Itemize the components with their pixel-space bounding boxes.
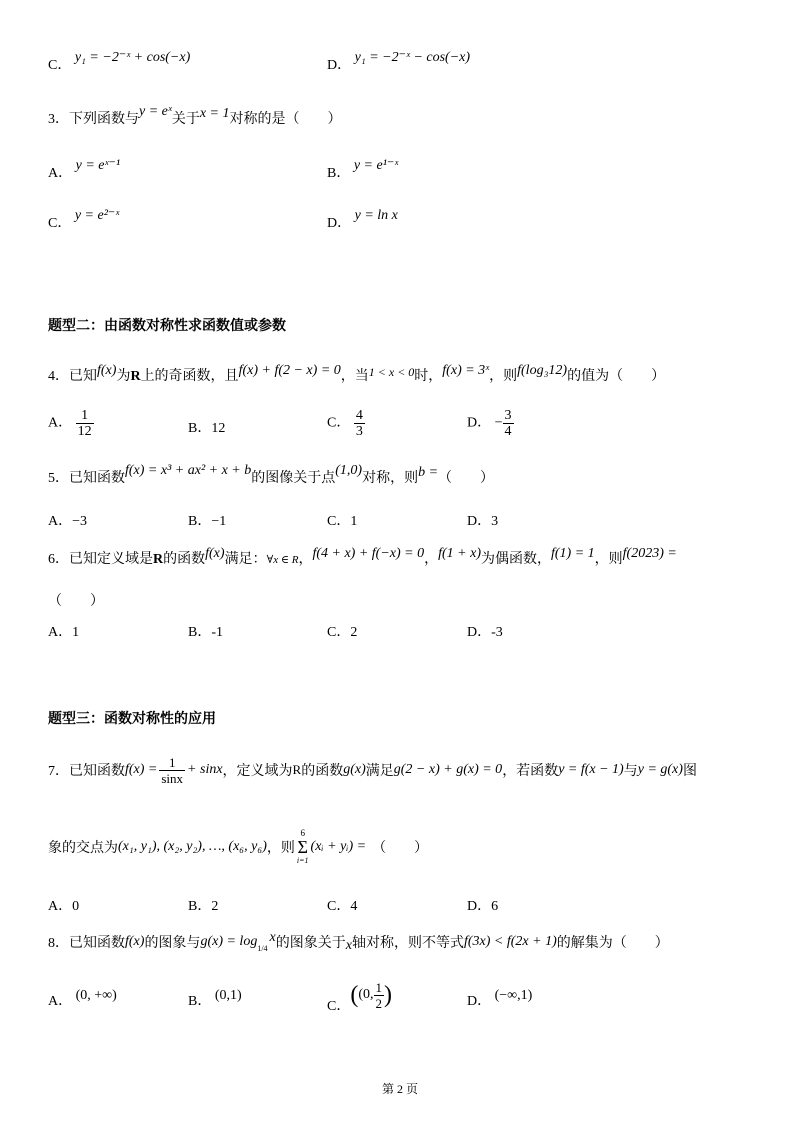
stem-math: R [153, 552, 164, 567]
paren-right: ) [384, 981, 393, 1008]
q5-option-a[interactable] [48, 510, 87, 530]
option-label: C． [327, 514, 351, 529]
question-3-stem [48, 104, 342, 128]
stem-math: (xᵢ + yᵢ) = [310, 839, 367, 854]
q5-option-d[interactable] [467, 510, 498, 530]
option-label: D． [467, 415, 492, 431]
stem-text: 上的奇函数，且 [140, 369, 239, 384]
q8-option-b[interactable] [188, 990, 242, 1010]
question-7-stem [48, 750, 697, 790]
minus-sign: − [494, 415, 503, 431]
stem-math: y = eˣ [139, 104, 172, 119]
stem-text: 为 [116, 369, 131, 384]
stem-math: g(x) [343, 762, 366, 777]
option-label: B． [188, 421, 212, 436]
q3-option-c[interactable] [48, 208, 120, 232]
stem-math: ∀x ∈ R [266, 554, 299, 566]
option-label: B． [188, 514, 212, 529]
stem-math: f(x) = 3ˣ [442, 363, 490, 378]
option-expression: (0,1) [214, 988, 242, 1003]
stem-text: 的函数 [163, 552, 206, 567]
q6-option-d[interactable] [467, 621, 503, 641]
stem-math: y = g(x) [637, 762, 683, 777]
stem-math: + sinx [187, 762, 223, 777]
fraction: $\frac{1}{\sin x}$ [161, 754, 184, 786]
stem-text: 的图象关于 [275, 936, 346, 951]
stem-text: 对称的是（ ） [229, 112, 342, 127]
stem-text: 为偶函数， [480, 552, 551, 567]
stem-math: f(1) = 1 [550, 546, 595, 561]
option-expression: 2 [211, 899, 219, 914]
option-expression: 6 [491, 899, 499, 914]
option-label: C． [327, 899, 351, 914]
stem-text: 图 [682, 764, 697, 779]
stem-math: R [130, 369, 141, 384]
option-label: C． [48, 58, 72, 73]
option-label: A． [48, 514, 73, 529]
option-expression: y₁ = −2⁻ˣ − cos(−x) [354, 50, 471, 65]
option-expression: y = e²⁻ˣ [74, 208, 120, 223]
stem-math: f(x) + f(2 − x) = 0 [238, 363, 341, 378]
stem-text: ，则 [266, 841, 295, 856]
option-label: D． [327, 58, 352, 73]
q5-option-c[interactable] [327, 510, 357, 530]
stem-math: f(2023) = [622, 546, 677, 561]
option-expression: (0, +∞) [75, 988, 117, 1003]
q4-option-c[interactable] [327, 408, 365, 439]
q4-option-a[interactable] [48, 408, 94, 439]
section-title: 题型三：函数对称性的应用 [48, 710, 216, 726]
stem-math: y = f(x − 1) [558, 762, 624, 777]
question-8-stem [48, 924, 669, 960]
option-expression: y₁ = −2⁻ˣ + cos(−x) [74, 50, 191, 65]
stem-math: R [292, 762, 302, 777]
option-expression: y = e¹⁻ˣ [353, 158, 399, 173]
stem-math: f(x) = x³ + ax² + x + b [125, 463, 252, 478]
section-title: 题型二：由函数对称性求函数值或参数 [48, 317, 286, 333]
stem-text: ，若函数 [502, 764, 559, 779]
option-expression: −1 [211, 514, 227, 529]
stem-math: f(x) = [125, 762, 158, 777]
option-label: A． [48, 166, 73, 181]
option-expression: 12 [211, 421, 226, 436]
stem-text: 5．已知函数 [48, 471, 125, 486]
stem-text: 满足： [224, 552, 267, 567]
stem-text: 的图像关于点 [251, 471, 336, 486]
option-label: D． [467, 899, 492, 914]
option-label: D． [467, 514, 492, 529]
stem-math: g(x) = log [200, 934, 258, 949]
option-label: D． [467, 625, 492, 640]
stem-text: 7．已知函数 [48, 764, 125, 779]
stem-text: 时， [414, 369, 443, 384]
stem-math: f(3x) < f(2x + 1) [463, 934, 557, 949]
stem-math: x [269, 930, 276, 945]
stem-text: 对称，则 [362, 471, 419, 486]
option-expression: 3 [491, 514, 499, 529]
stem-text: 的值为（ ） [567, 369, 666, 384]
option-expression: 2 [350, 625, 358, 640]
option-label: C． [48, 216, 72, 231]
option-label: A． [48, 415, 73, 431]
q3-option-a[interactable] [48, 158, 121, 182]
stem-math: f(x) [97, 363, 117, 378]
page-number: 第 2 页 [381, 1082, 418, 1096]
stem-text: 3．下列函数与 [48, 112, 139, 127]
stem-text: 4．已知 [48, 369, 97, 384]
stem-text: ， [424, 552, 439, 567]
stem-text: 满足 [365, 764, 394, 779]
stem-text: 的解集为（ ） [556, 936, 669, 951]
stem-text: 的函数 [301, 764, 344, 779]
stem-text: 轴对称，则不等式 [351, 936, 464, 951]
stem-math: b = [418, 465, 439, 480]
stem-text: ，则 [594, 552, 623, 567]
q3-option-b[interactable] [327, 158, 399, 182]
stem-text: （ ） [372, 841, 429, 856]
option-expression: y = ln x [354, 208, 398, 223]
q5-option-b[interactable] [188, 510, 226, 530]
stem-text: 关于 [171, 112, 200, 127]
stem-math: 1 < x < 0 [368, 365, 415, 379]
option-label: D． [467, 994, 492, 1009]
stem-text: 8．已知函数 [48, 936, 125, 951]
option-label: A． [48, 994, 73, 1009]
q7-option-d[interactable] [467, 895, 498, 915]
stem-text: ，当 [340, 369, 369, 384]
stem-text: （ ） [438, 471, 495, 486]
question-5-stem [48, 463, 495, 487]
q2-option-c[interactable] [48, 50, 191, 74]
stem-text: 的图象与 [144, 936, 201, 951]
fraction: $\frac{3}{4}$ [504, 408, 512, 439]
stem-math: f(4 + x) + f(−x) = 0 [312, 546, 425, 561]
option-expression: y = eˣ⁻¹ [75, 158, 121, 173]
fraction: $\frac{4}{3}$ [355, 408, 363, 439]
fraction: $\frac{1}{2}$ [375, 979, 383, 1011]
summation: 6 Σ i=1 [296, 828, 309, 865]
option-label: A． [48, 625, 73, 640]
stem-text: 6．已知定义域是 [48, 552, 153, 567]
stem-text: ，定义域为 [222, 764, 293, 779]
option-expression: −3 [72, 514, 88, 529]
q6-option-b[interactable] [188, 621, 223, 641]
q4-option-d[interactable] [467, 408, 514, 439]
stem-math: (x₁, y₁), (x₂, y₂), …, (x₆, y₆) [118, 839, 267, 854]
stem-math: f(x) [125, 934, 145, 949]
stem-text: 与 [623, 764, 638, 779]
stem-math: (1,0) [335, 463, 363, 478]
stem-text: ， [298, 552, 313, 567]
option-expression: (0, [358, 987, 374, 1002]
q8-option-d[interactable] [467, 990, 532, 1010]
option-label: B． [327, 166, 351, 181]
q6-option-a[interactable] [48, 621, 79, 641]
q4-option-b[interactable] [188, 417, 225, 437]
option-label: D． [327, 216, 352, 231]
option-label: B． [188, 899, 212, 914]
fraction: $\frac{1}{12}$ [77, 408, 92, 439]
option-label: A． [48, 899, 73, 914]
option-label: B． [188, 994, 212, 1009]
stem-math: f(log₃12) [517, 363, 568, 378]
stem-math: x = 1 [199, 106, 230, 121]
q3-option-d[interactable] [327, 208, 398, 232]
q2-option-d[interactable] [327, 50, 471, 74]
q7-option-a[interactable] [48, 895, 79, 915]
stem-math: x [345, 938, 352, 953]
question-7-stem-line2 [48, 822, 428, 872]
stem-math: g(2 − x) + g(x) = 0 [393, 762, 503, 777]
stem-text: ，则 [489, 369, 518, 384]
option-expression: -3 [491, 625, 503, 640]
option-label: C． [327, 999, 351, 1014]
option-label: B． [188, 625, 212, 640]
option-expression: -1 [211, 625, 224, 640]
question-4-stem [48, 365, 665, 385]
option-label: C． [327, 625, 351, 640]
stem-text: 象的交点为 [48, 841, 118, 856]
stem-math: f(x) [205, 546, 225, 561]
log-base: 1/4 [257, 943, 268, 953]
option-expression: (−∞,1) [494, 988, 533, 1003]
stem-math: f(1 + x) [438, 546, 481, 561]
option-expression: 0 [72, 899, 80, 914]
option-label: C． [327, 415, 351, 431]
question-6-paren: （ ） [48, 594, 104, 609]
question-6-stem [48, 548, 677, 568]
q6-option-c[interactable] [327, 621, 357, 641]
q8-option-a[interactable] [48, 990, 117, 1010]
option-expression: 4 [350, 899, 358, 914]
paren-left: ( [350, 981, 359, 1008]
q7-option-c[interactable] [327, 895, 357, 915]
option-expression: 1 [72, 625, 80, 640]
q8-option-c[interactable] [327, 975, 392, 1015]
q7-option-b[interactable] [188, 895, 218, 915]
option-expression: 1 [350, 514, 358, 529]
